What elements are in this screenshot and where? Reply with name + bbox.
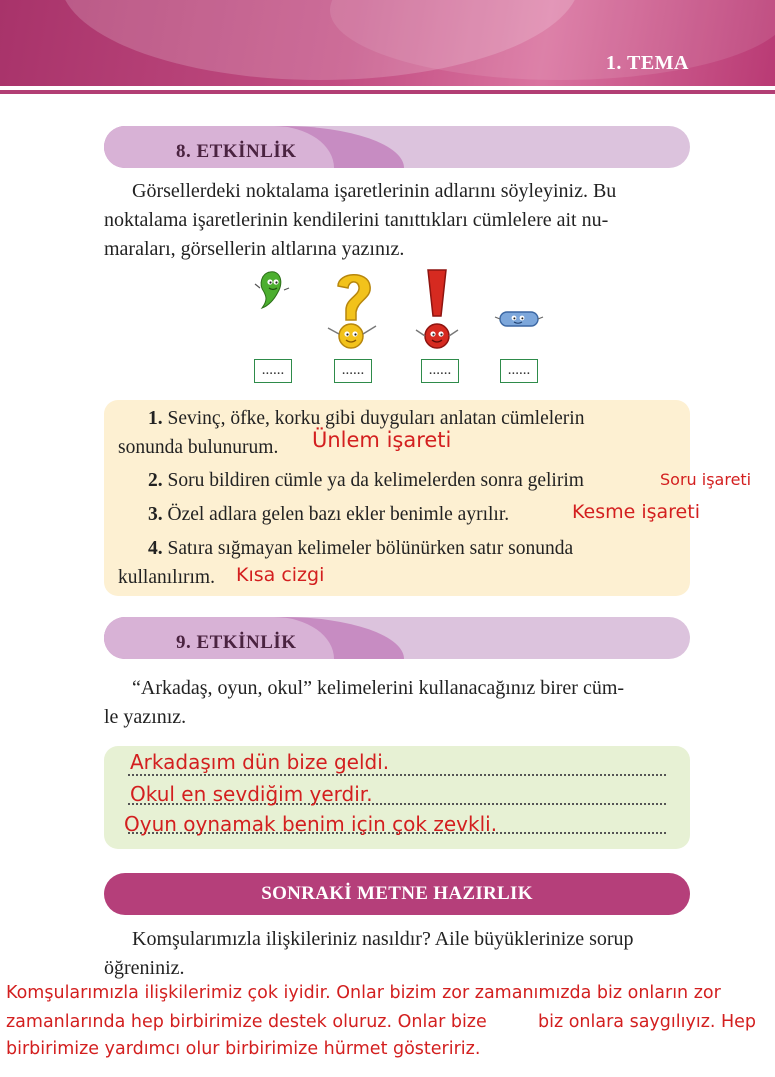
answer-handwriting-1[interactable]: Ünlem işareti (312, 428, 452, 452)
statement-4-line1: 4. Satıra sığmayan kelimeler bölünürken satır sonunda (148, 538, 574, 559)
next-question (104, 925, 690, 983)
statements-panel (104, 400, 752, 596)
next-answer-line1[interactable]: Komşularımızla ilişkilerimiz çok iyidir. Onlar bizim zor zamanımızda biz onların zor (6, 983, 721, 1003)
instructions-line: “Arkadaş, oyun, okul” kelimelerini kullanacağınız birer cüm- (132, 677, 625, 699)
instructions-line: noktalama işaretlerinin kendilerini tanıttıkları cümlelere ait nu- (104, 209, 609, 231)
statement-1-line2: sonunda bulunurum. (118, 437, 279, 458)
activity9-header (104, 617, 690, 659)
question-line: öğreniniz. (104, 957, 185, 979)
writing-line (128, 774, 666, 776)
answer-handwriting-2[interactable]: Soru işareti (660, 470, 752, 489)
sentence-answer-3[interactable]: Oyun oynamak benim için çok zevkli. (124, 812, 498, 836)
sentence-answer-2[interactable]: Okul en sevdiğim yerdir. (130, 782, 373, 806)
answer-handwriting-3[interactable]: Kesme işareti (572, 501, 700, 523)
activity9-title: 9. ETKİNLİK (176, 632, 297, 653)
next-answer-line2a[interactable]: zamanlarında hep birbirimize destek oluruz. Onlar bize (6, 1012, 487, 1032)
header-divider (0, 90, 775, 94)
question-mark-character-icon (322, 268, 384, 352)
answer-box[interactable]: ...... (421, 359, 459, 383)
instructions-line: Görsellerdeki noktalama işaretlerinin adlarını söyleyiniz. Bu (132, 180, 617, 202)
statement-1-line1: 1. Sevinç, öfke, korku gibi duyguları anlatan cümlelerin (148, 408, 585, 429)
sentence-answer-1[interactable]: Arkadaşım dün bize geldi. (130, 750, 390, 774)
activity8-instructions (104, 177, 690, 264)
activity9-instructions (104, 674, 690, 732)
activity8-header (104, 126, 690, 168)
hyphen-character-icon (494, 306, 544, 332)
instructions-line: maraları, görsellerin altlarına yazınız. (104, 238, 405, 260)
answer-handwriting-4[interactable]: Kısa cizgi (236, 564, 325, 586)
instructions-line: le yazınız. (104, 706, 187, 728)
apostrophe-character-icon (254, 268, 290, 310)
answer-box[interactable]: ...... (334, 359, 372, 383)
activity8-title: 8. ETKİNLİK (176, 141, 297, 162)
next-section-header: SONRAKİ METNE HAZIRLIK (104, 873, 690, 915)
statement-2: 2. Soru bildiren cümle ya da kelimelerden sonra gelirim (148, 470, 584, 491)
statement-4-line2: kullanılırım. (118, 567, 215, 588)
theme-label: 1. TEMA (605, 52, 689, 74)
answer-box[interactable]: ...... (500, 359, 538, 383)
question-line: Komşularımızla ilişkileriniz nasıldır? Aile büyüklerinize sorup (132, 928, 634, 950)
exclamation-mark-character-icon (414, 266, 460, 352)
answer-box[interactable]: ...... (254, 359, 292, 383)
next-answer-line3[interactable]: birbirimize yardımcı olur birbirimize hürmet gösteririz. (6, 1039, 481, 1059)
sentences-panel (104, 746, 690, 849)
next-answer-line2b[interactable]: biz onlara saygılıyız. Hep (538, 1012, 757, 1032)
statement-3: 3. Özel adlara gelen bazı ekler benimle ayrılır. (148, 504, 510, 525)
